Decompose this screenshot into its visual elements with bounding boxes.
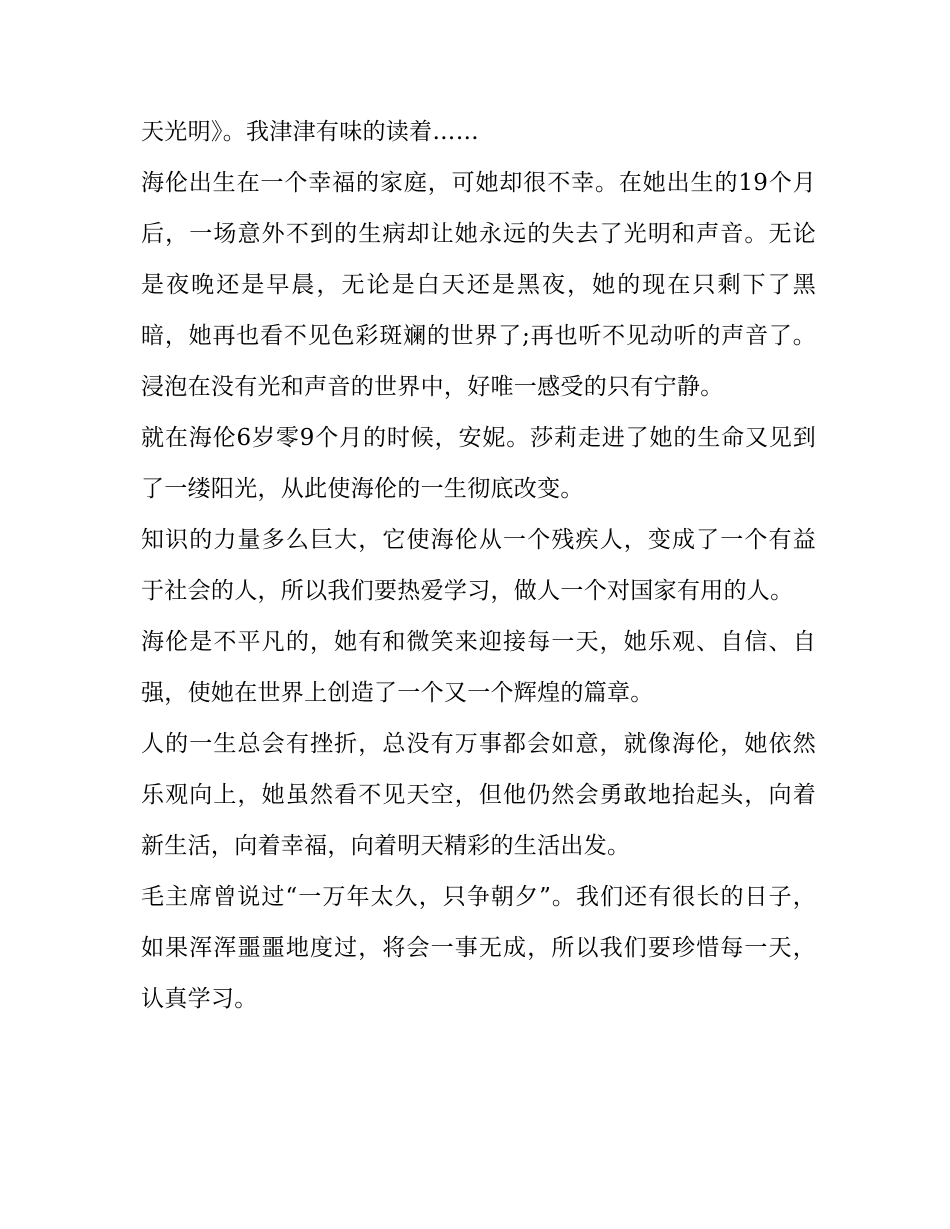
paragraph-helen-extraordinary: 海伦是不平凡的，她有和微笑来迎接每一天，她乐观、自信、自强，使她在世界上创造了一个又一个辉煌的篇章。 <box>141 629 816 706</box>
paragraph-chairman-mao-quote: 毛主席曾说过“一万年太久，只争朝夕”。我们还有很长的日子，如果浑浑噩噩地度过，将会一事无成，所以我们要珍惜每一天，认真学习。 <box>141 884 816 1012</box>
paragraph-life-setbacks: 人的一生总会有挫折，总没有万事都会如意，就像海伦，她依然乐观向上，她虽然看不见天空，但他仍然会勇敢地抬起头，向着新生活，向着幸福，向着明天精彩的生活出发。 <box>141 731 816 859</box>
paragraph-continuation: 天光明》。我津津有味的读着…… <box>141 119 479 145</box>
document-body <box>141 107 816 1025</box>
paragraph-anne-sullivan: 就在海伦6岁零9个月的时候，安妮。莎莉走进了她的生命又见到了一缕阳光，从此使海伦的一生彻底改变。 <box>141 425 816 502</box>
paragraph-helen-birth: 海伦出生在一个幸福的家庭，可她却很不幸。在她出生的19个月后，一场意外不到的生病却让她永远的失去了光明和声音。无论是夜晚还是早晨，无论是白天还是黑夜，她的现在只剩下了黑暗，她再也看不见色彩斑斓的世界了;再也听不见动听的声音了。浸泡在没有光和声音的世界中，好唯一感受的只有宁静。 <box>141 170 816 400</box>
paragraph-power-of-knowledge: 知识的力量多么巨大，它使海伦从一个残疾人，变成了一个有益于社会的人，所以我们要热爱学习，做人一个对国家有用的人。 <box>141 527 816 604</box>
